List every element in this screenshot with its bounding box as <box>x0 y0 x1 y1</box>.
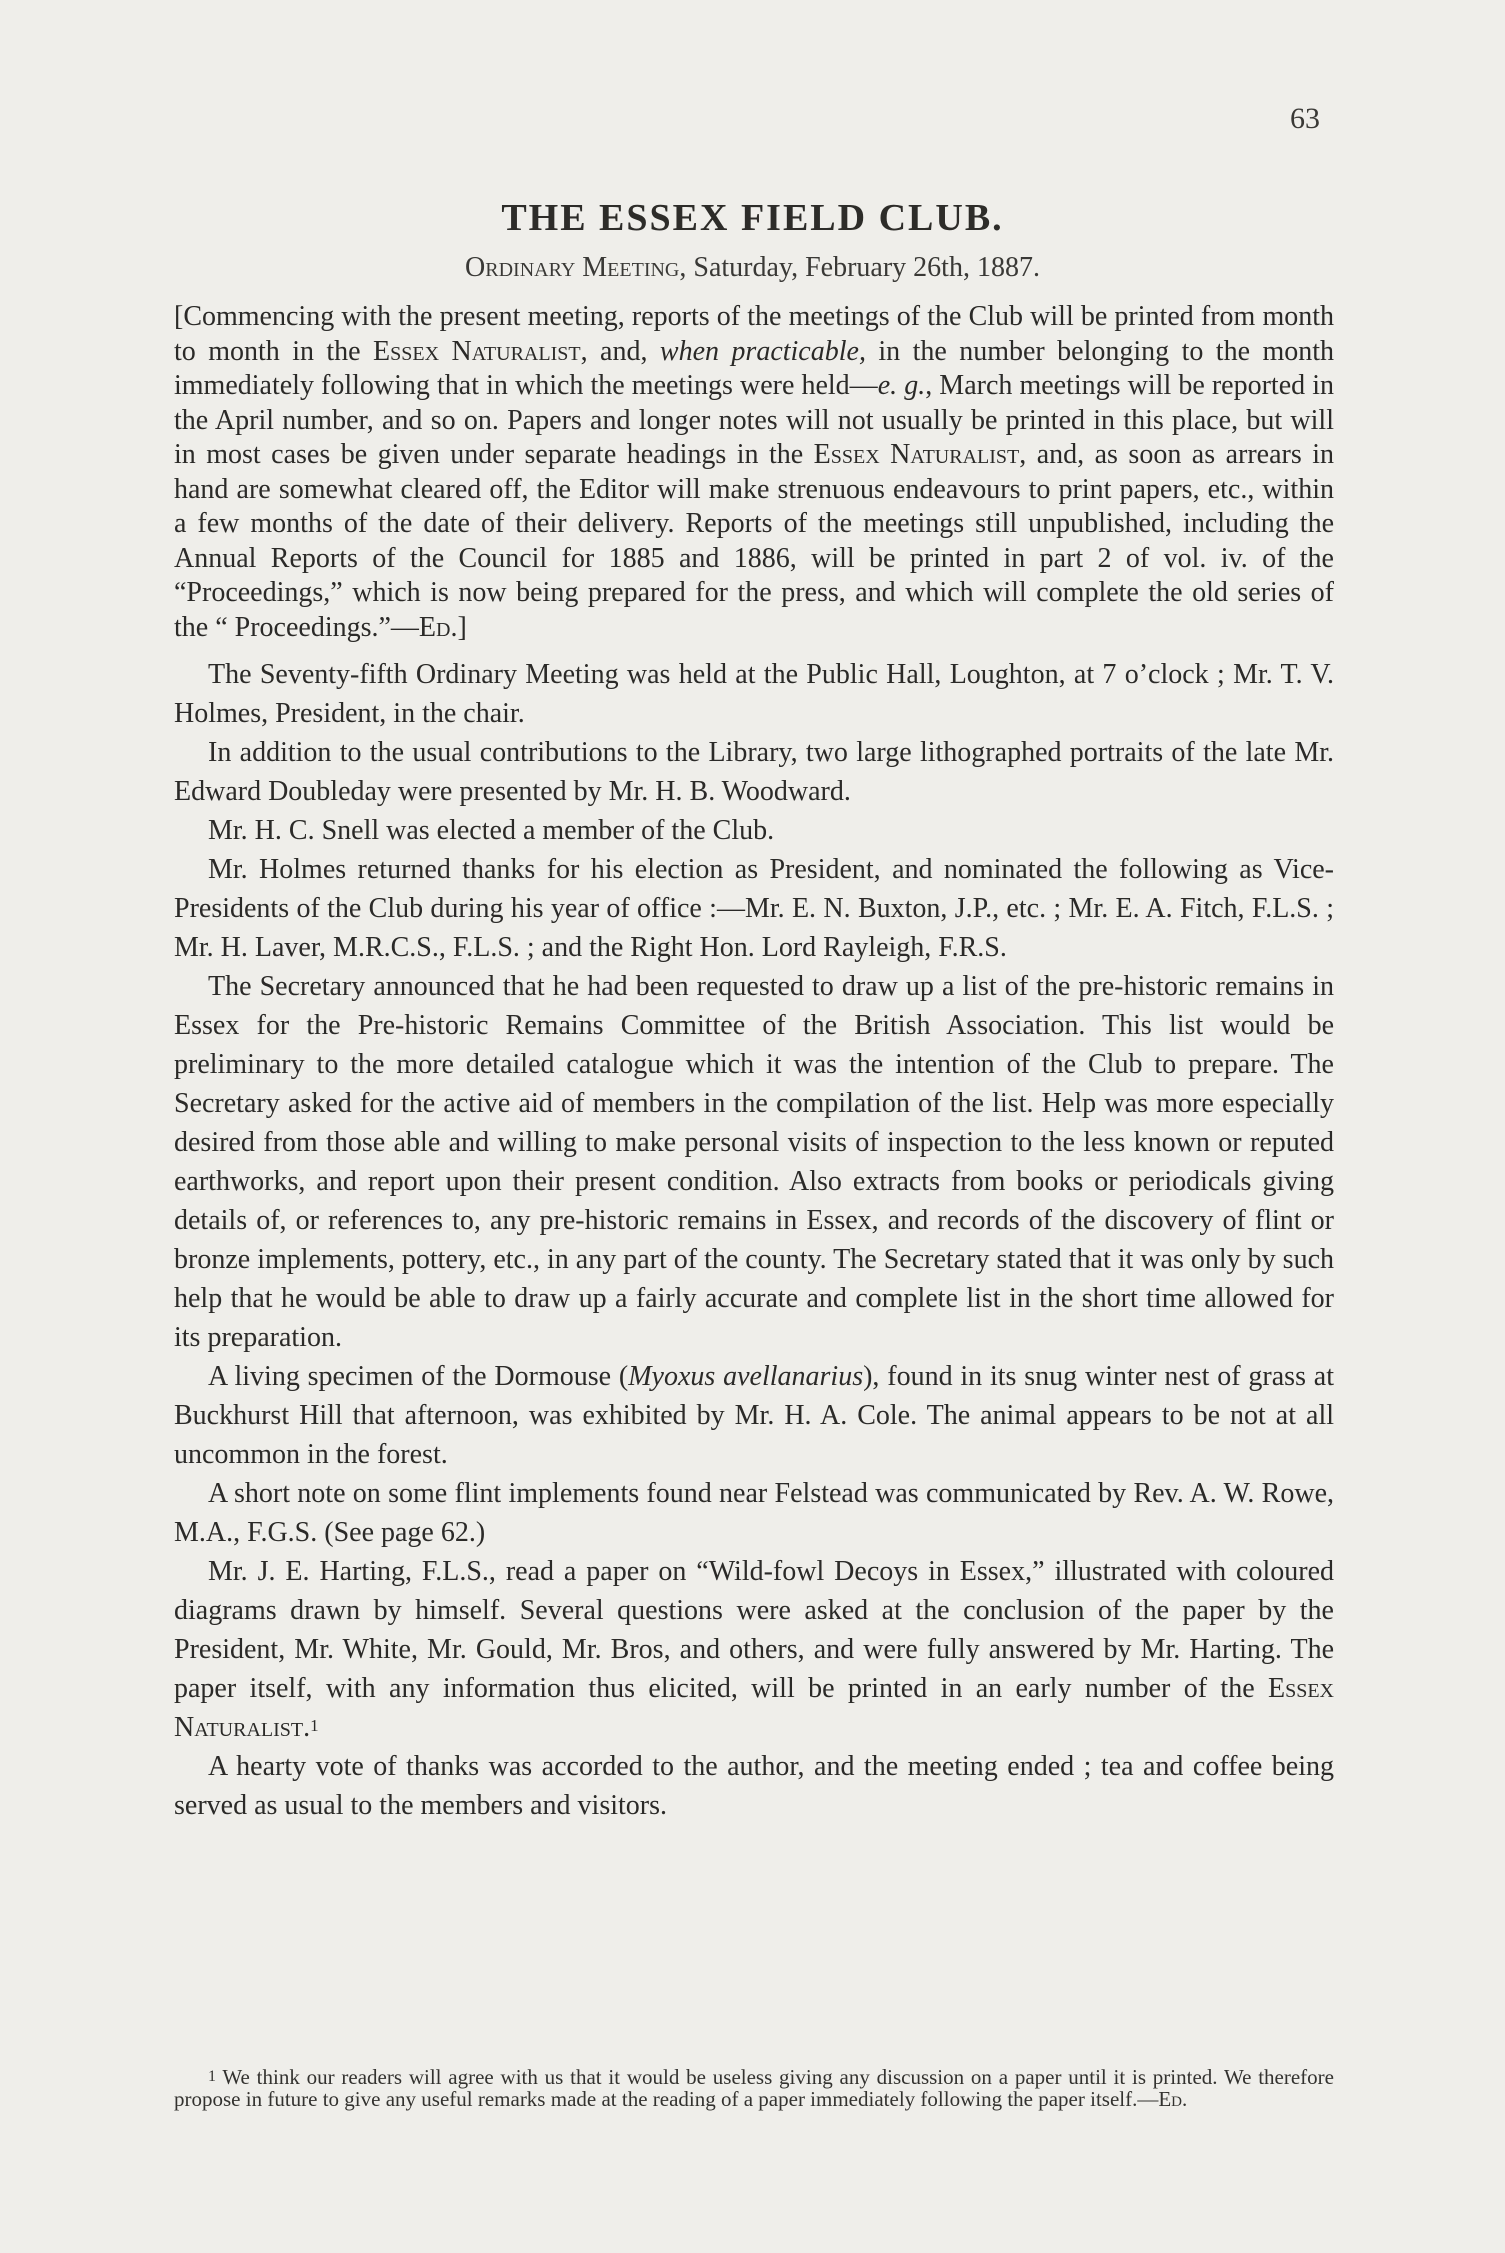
italic-phrase: e. g. <box>877 370 926 401</box>
species-name: Myoxus avellanarius <box>628 1361 864 1392</box>
meeting-subtitle <box>0 252 1505 284</box>
editorial-text: ] <box>457 611 467 643</box>
editorial-text: , and, as soon as arrears in hand are somewhat cleared off, the Editor will make strenuous endeavours to print papers, etc., within a few months of the date of their delivery. Reports of the meetings still unpublished, including the Annual Reports of the Council for 1885 and 1886, will be printed in part 2 of vol. iv. of the “Proceedings,” which is now being prepared for the press, and which will complete the old series of the “ Proceedings.”— <box>174 439 1334 643</box>
paragraph-meeting: The Seventy-fifth Ordinary Meeting was held at the Public Hall, Loughton, at 7 o’clock ; Mr. T. V. Holmes, President, in the chair. <box>174 659 1334 729</box>
paragraph-library: In addition to the usual contributions to the Library, two large lithographed portraits of the late Mr. Edward Doubleday were presented by Mr. H. B. Woodward. <box>174 737 1334 807</box>
page-number: 63 <box>1290 102 1320 135</box>
journal-name: Essex Naturalist. <box>174 1673 1334 1743</box>
paragraph-text: ), found in its snug winter nest of grass at Buckhurst Hill that afternoon, was exhibited by Mr. H. A. Cole. The animal appears to be not at all uncommon in the forest. <box>174 1361 1334 1470</box>
article-title: THE ESSEX FIELD CLUB. <box>501 197 1004 239</box>
editorial-note <box>174 300 1334 645</box>
paragraph-text: Mr. J. E. Harting, F.L.S., read a paper on “Wild-fowl Decoys in Essex,” illustrated with coloured diagrams drawn by himself. Several questions were asked at the conclusion of the paper by the President, Mr. White, Mr. Gould, Mr. Bros, and others, and were fully answered by Mr. Harting. The paper itself, with any information thus elicited, will be printed in an early number of the <box>174 1556 1334 1704</box>
meeting-date: , Saturday, February 26th, 1887. <box>679 252 1040 283</box>
meeting-label: Ordinary Meeting <box>465 252 680 283</box>
paragraph-election: Mr. H. C. Snell was elected a member of the Club. <box>208 815 775 846</box>
paragraph-prehistoric: The Secretary announced that he had been requested to draw up a list of the pre-historic remains in Essex for the Pre-historic Remains Committee of the British Association. This list would be preliminary to the more detailed catalogue which it was the intention of the Club to prepare. The Secretary asked for the active aid of members in the compilation of the list. Help was more especially desired from those able and willing to make personal visits of inspection to the less known or reputed earthworks, and report upon their present condition. Also extracts from books or periodicals giving details of, or references to, any pre-historic remains in Essex, and records of the discovery of flint or bronze implements, pottery, etc., in any part of the county. The Secretary stated that it was only by such help that he would be able to draw up a fairly accurate and complete list in the short time allowed for its preparation. <box>174 971 1334 1353</box>
editor-initials: Ed. <box>418 611 458 643</box>
paragraph-dormouse <box>174 1357 1334 1474</box>
paragraph-vice-presidents: Mr. Holmes returned thanks for his election as President, and nominated the following as Vice-Presidents of the Club during his year of office :—Mr. E. N. Buxton, J.P., etc. ; Mr. E. A. Fitch, F.L.S. ; Mr. H. Laver, M.R.C.S., F.L.S. ; and the Right Hon. Lord Rayleigh, F.R.S. <box>174 854 1334 963</box>
journal-name: Essex Naturalist <box>373 335 581 367</box>
italic-phrase: when practicable, <box>659 335 866 367</box>
footnote-1 <box>174 2066 1334 2110</box>
paragraph-vote: A hearty vote of thanks was accorded to the author, and the meeting ended ; tea and coffee being served as usual to the members and visitors. <box>174 1751 1334 1821</box>
article-body <box>174 300 1334 1825</box>
editorial-text: [Commencing with the present meeting, reports of the meetings of the Club will be printed from month to month in the <box>174 301 1334 367</box>
footnotes <box>174 2066 1334 2110</box>
footnote-mark: 1 <box>208 2068 216 2085</box>
paragraph-decoys <box>174 1552 1334 1747</box>
editorial-text: , and, <box>580 335 660 367</box>
footnote-text: We think our readers will agree with us that it would be useless giving any discussion on a paper until it is printed. We therefore propose in future to give any useful remarks made at the reading of a paper immediately following the paper itself.— <box>174 2065 1334 2111</box>
paragraph-text: A living specimen of the Dormouse ( <box>208 1361 629 1392</box>
editorial-text: in the number belonging to the month immediately following that in which the meetings were held— <box>174 335 1334 401</box>
editorial-text: , March meetings will be reported in the April number, and so on. Papers and longer notes will not usually be printed in this place, but will in most cases be given under separate headings in the <box>174 370 1334 470</box>
editor-initials: Ed. <box>1158 2087 1188 2111</box>
paragraph-flint: A short note on some flint implements found near Felstead was communicated by Rev. A. W. Rowe, M.A., F.G.S. (See page 62.) <box>174 1478 1334 1548</box>
journal-name: Essex Naturalist <box>813 439 1020 470</box>
footnote-reference: 1 <box>310 1716 319 1735</box>
